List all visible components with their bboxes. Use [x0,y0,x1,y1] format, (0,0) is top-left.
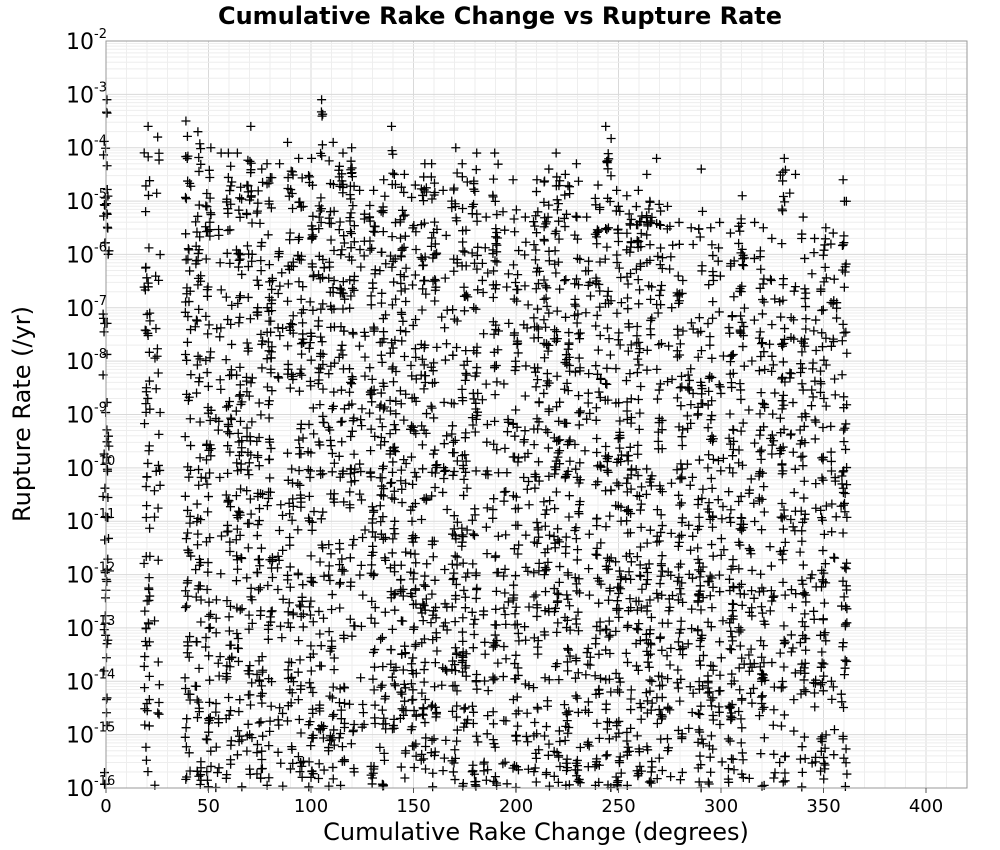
x-tick-label: 100 [293,796,329,817]
x-tick-label: 0 [100,796,112,817]
y-tick-label: $10^{-15}$ [66,720,116,749]
y-tick-label: $10^{-11}$ [66,507,116,536]
x-tick-label: 50 [197,796,220,817]
y-tick-label: $10^{-5}$ [66,187,107,216]
x-tick-label: 400 [908,796,944,817]
y-tick-label: $10^{-12}$ [66,560,116,589]
y-tick-label: $10^{-7}$ [66,293,107,322]
x-axis-label: Cumulative Rake Change (degrees) [323,818,749,846]
y-tick-label: $10^{-16}$ [66,774,116,802]
x-tick-label: 350 [806,796,841,817]
y-axis-label: Rupture Rate (/yr) [8,306,36,522]
x-tick-label: 300 [703,796,739,817]
y-tick-label: $10^{-8}$ [66,347,107,376]
x-tick-label: 200 [498,796,534,817]
x-tick-label: 250 [601,796,636,817]
y-tick-label: $10^{-6}$ [66,240,107,269]
y-tick-label: $10^{-14}$ [66,667,116,696]
y-tick-label: $10^{-3}$ [66,80,107,109]
x-tick-label: 150 [396,796,431,817]
y-tick-label: $10^{-9}$ [66,400,107,429]
y-tick-label: $10^{-10}$ [66,453,116,482]
y-tick-label: $10^{-4}$ [66,133,107,162]
y-tick-label: $10^{-2}$ [66,27,107,55]
y-tick-label: $10^{-13}$ [66,613,116,642]
chart-title: Cumulative Rake Change vs Rupture Rate [217,2,783,30]
